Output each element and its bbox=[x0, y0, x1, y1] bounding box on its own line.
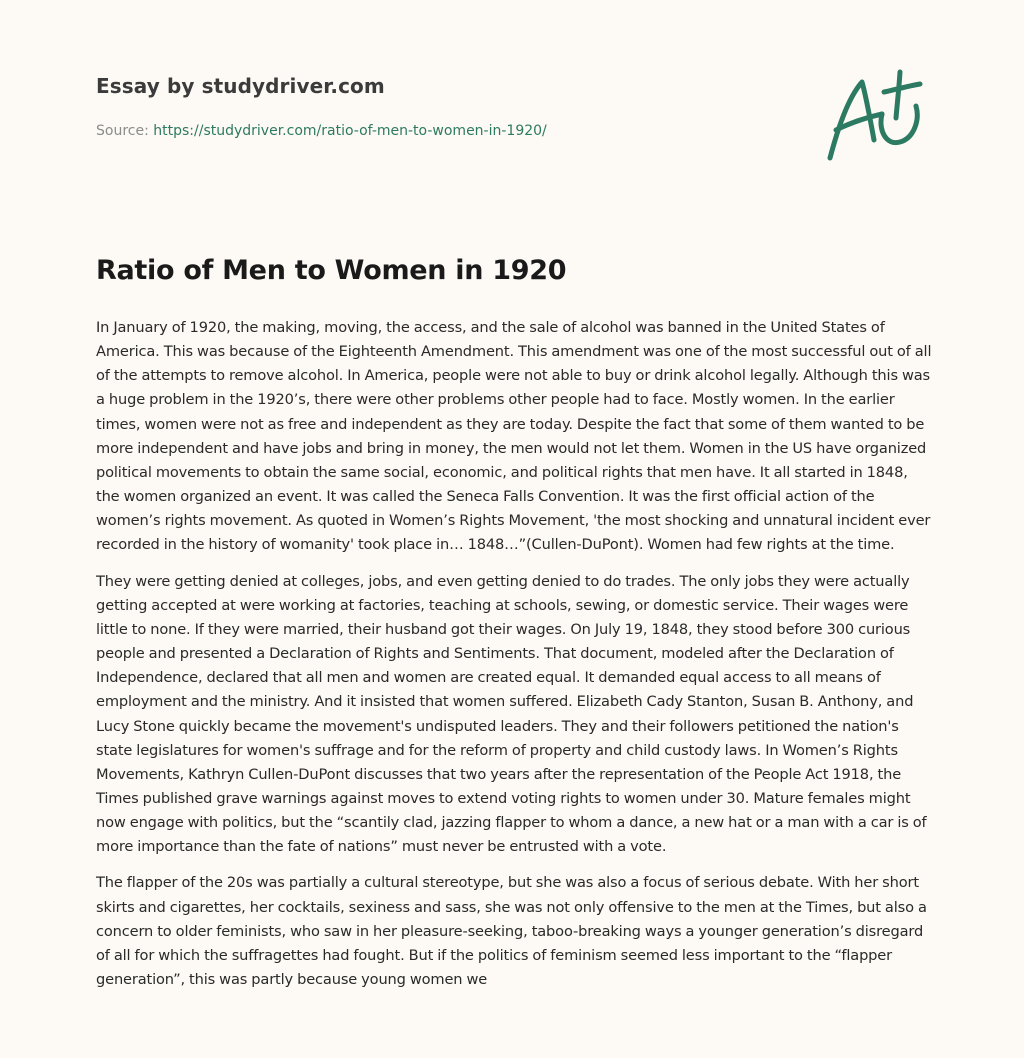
brand-title: Essay by studydriver.com bbox=[96, 74, 385, 98]
paragraph: The flapper of the 20s was partially a cultural stereotype, but she was also a focus of serious debate. With her short skirts and cigarettes, her cocktails, sexiness and sass, she was not only offensive to the men at the Times, but also a concern to older feminists, who saw in her pleasure-seeking, taboo-breaking ways a younger generation’s disregard of all for which the suffragettes had fought. But if the politics of feminism seemed less important to the “flapper generation”, this was partly because young women we bbox=[96, 874, 927, 989]
paragraph: In January of 1920, the making, moving, the access, and the sale of alcohol was banned in the United States of America. This was because of the Eighteenth Amendment. This amendment was one of the most successful out of all of the attempts to remove alcohol. In America, people were not able to buy or drink alcohol legally. Although this was a huge problem in the 1920’s, there were other problems other people had to face. Mostly women. In the earlier times, women were not as free and independent as they are today. Despite the fact that some of them wanted to be more independent and have jobs and bring in money, the men would not let them. Women in the US have organized political movements to obtain the same social, economic, and political rights that men have. It all started in 1848, the women organized an event. It was called the Seneca Falls Convention. It was the first official action of the women’s rights movement. As quoted in Women’s Rights Movement, 'the most shocking and unnatural incident ever recorded in the history of womanity' took place in… 1848…”(Cullen-DuPont). Women had few rights at the time. bbox=[96, 319, 932, 554]
article-body bbox=[96, 316, 932, 1004]
source-link[interactable]: https://studydriver.com/ratio-of-men-to-women-in-1920/ bbox=[153, 123, 547, 139]
source-label: Source: bbox=[96, 123, 154, 139]
article-title: Ratio of Men to Women in 1920 bbox=[96, 255, 567, 286]
essay-header bbox=[96, 74, 796, 139]
source-line bbox=[96, 123, 796, 139]
paragraph: They were getting denied at colleges, jobs, and even getting denied to do trades. The only jobs they were actually getting accepted at were working at factories, teaching at schools, sewing, or domestic service. Their wages were little to none. If they were married, their husband got their wages. On July 19, 1848, they stood before 300 curious people and presented a Declaration of Rights and Sentiments. That document, modeled after the Declaration of Independence, declared that all men and women are created equal. It demanded equal access to all means of employment and the ministry. And it insisted that women suffered. Elizabeth Cady Stanton, Susan B. Anthony, and Lucy Stone quickly became the movement's undisputed leaders. They and their followers petitioned the nation's state legislatures for women's suffrage and for the reform of property and child custody laws. In Women’s Rights Movements, Kathryn Cullen-DuPont discusses that two years after the representation of the People Act 1918, the Times published grave warnings against moves to extend voting rights to women under 30. Mature females might now engage with politics, but the “scantily clad, jazzing flapper to whom a dance, a new hat or a man with a car is of more importance than the fate of nations” must never be entrusted with a vote. bbox=[96, 572, 927, 856]
a-plus-logo-icon bbox=[820, 66, 930, 166]
